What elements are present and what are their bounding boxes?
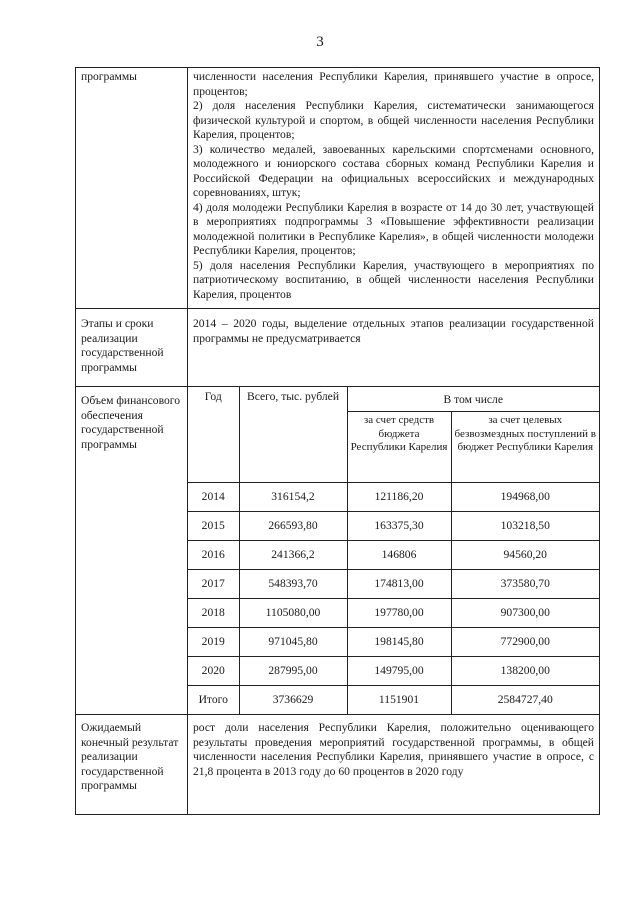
table-row <box>188 512 599 541</box>
budget-cell: 163375,30 <box>347 512 451 541</box>
total-cell: 241366,2 <box>239 541 347 570</box>
year-cell: 2020 <box>188 657 239 686</box>
grants-cell: 103218,50 <box>451 512 599 541</box>
result-text: рост доли населения Республики Карелия, положительно оценивающего результаты проведения мероприятий государственной программы, в общей численности населения Республики Карелия, принявшего участие в опросе, с 21,8 процента в 2013 году до 60 процентов в 2020 году <box>188 715 600 815</box>
total-cell: 287995,00 <box>239 657 347 686</box>
total-cell: 266593,80 <box>239 512 347 541</box>
budget-cell: 197780,00 <box>347 599 451 628</box>
table-row <box>188 599 599 628</box>
grants-cell: 772900,00 <box>451 628 599 657</box>
budget-cell: 1151901 <box>347 686 451 715</box>
indicators-label: программы <box>76 68 188 309</box>
stages-label: Этапы и сроки реализации государственной программы <box>76 309 188 387</box>
total-cell: 971045,80 <box>239 628 347 657</box>
total-cell: 316154,2 <box>239 483 347 512</box>
year-cell: 2016 <box>188 541 239 570</box>
budget-cell: 198145,80 <box>347 628 451 657</box>
total-cell: 548393,70 <box>239 570 347 599</box>
budget-cell: 146806 <box>347 541 451 570</box>
total-row <box>188 686 599 715</box>
result-row <box>76 715 600 815</box>
total-cell: 1105080,00 <box>239 599 347 628</box>
funding-row <box>76 387 600 715</box>
grants-cell: 94560,20 <box>451 541 599 570</box>
table-row <box>188 628 599 657</box>
indicator-item: 2) доля населения Республики Карелия, систематически занимающегося физической культурой и спортом, в общей численности населения Республики Карелия, процентов; <box>193 99 594 141</box>
grants-cell: 2584727,40 <box>451 686 599 715</box>
header-total: Всего, тыс. рублей <box>239 387 347 483</box>
year-cell: 2019 <box>188 628 239 657</box>
year-cell: 2017 <box>188 570 239 599</box>
indicator-item: 3) количество медалей, завоеванных карельскими спортсменами основного, молодежного и юниорского состава сборных команд Республики Карелия и Российской Федерации на официальных всероссийских и международных соревнованиях, штук; <box>193 142 594 199</box>
header-grants: за счет целевых безвозмездных поступлений в бюджет Республики Карелия <box>451 412 599 483</box>
grants-cell: 194968,00 <box>451 483 599 512</box>
header-including: В том числе <box>347 387 599 412</box>
table-row <box>188 483 599 512</box>
indicator-item: 4) доля молодежи Республики Карелия в возрасте от 14 до 30 лет, участвующей в мероприятиях подпрограммы 3 «Повышение эффективности реализации молодежной политики в Республике Карелия», в общей численности молодежи Республики Карелия, процентов; <box>193 200 594 257</box>
stages-text: 2014 – 2020 годы, выделение отдельных этапов реализации государственной программы не предусматривается <box>188 309 600 387</box>
table-row <box>188 541 599 570</box>
grants-cell: 138200,00 <box>451 657 599 686</box>
table-row <box>188 570 599 599</box>
year-cell: Итого <box>188 686 239 715</box>
grants-cell: 907300,00 <box>451 599 599 628</box>
indicators-content <box>188 68 600 309</box>
budget-cell: 121186,20 <box>347 483 451 512</box>
stages-row <box>76 309 600 387</box>
grants-cell: 373580,70 <box>451 570 599 599</box>
page-number: 3 <box>316 34 324 50</box>
passport-table <box>75 67 600 815</box>
funding-table <box>188 387 599 714</box>
header-budget: за счет средств бюджета Республики Карелия <box>347 412 451 483</box>
table-row <box>188 657 599 686</box>
indicator-item: 5) доля населения Республики Карелия, участвующего в мероприятиях по патриотическому воспитанию, в общей численности населения Республики Карелия, процентов <box>193 258 594 301</box>
indicator-item: численности населения Республики Карелия, принявшего участие в опросе, процентов; <box>193 70 594 98</box>
indicators-row <box>76 68 600 309</box>
year-cell: 2015 <box>188 512 239 541</box>
funding-cell <box>188 387 600 715</box>
year-cell: 2014 <box>188 483 239 512</box>
result-label: Ожидаемый конечный результат реализации государственной программы <box>76 715 188 815</box>
header-year: Год <box>188 387 239 483</box>
funding-label: Объем финансового обеспечения государственной программы <box>76 387 188 715</box>
budget-cell: 149795,00 <box>347 657 451 686</box>
year-cell: 2018 <box>188 599 239 628</box>
total-cell: 3736629 <box>239 686 347 715</box>
budget-cell: 174813,00 <box>347 570 451 599</box>
